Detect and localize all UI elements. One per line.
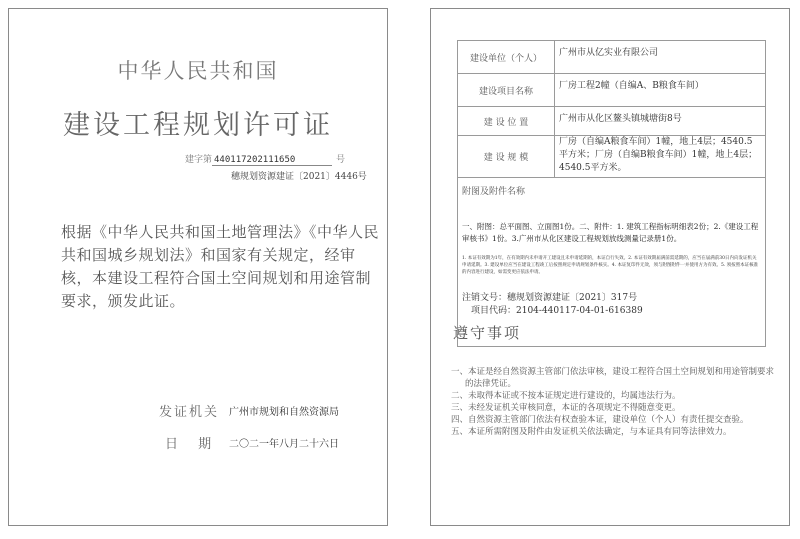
row-label: 建 设 位 置 — [458, 107, 555, 136]
certificate-body-text: 根据《中华人民共和国土地管理法》《中华人民共和国城乡规划法》和国家有关规定，经审核，本建设工程符合国土空间规划和用途管制要求，颁发此证。 — [61, 223, 380, 310]
list-item: 四、自然资源主管部门依法有权查验本证，建设单位（个人）有责任提交查验。 — [451, 415, 749, 425]
date-label: 日 期 — [165, 437, 220, 452]
document-reference: 穗规划资源建证〔2021〕4446号 — [231, 172, 367, 182]
project-name-value: 厂房工程2幢（自编A、B粮食车间） — [559, 81, 704, 91]
cancellation-doc-number: 注销文号：穗规划资源建证〔2021〕317号 — [462, 293, 638, 303]
list-item: 五、本证所需附图及附件由发证机关依法确定，与本证具有同等法律效力。 — [451, 427, 732, 437]
country-title: 中华人民共和国 — [117, 59, 279, 83]
list-item: 三、未经发证机关审核同意，本证的各项规定不得随意变更。 — [451, 403, 681, 413]
issuer-value: 广州市规划和自然资源局 — [229, 407, 339, 418]
certificate-number-row — [185, 152, 345, 166]
issuer-label: 发证机关 — [159, 405, 220, 420]
fine-print-notes: 1. 本证有效期为1年，在有效期内未申请开工建设且未申请延期的，本证自行失效。2. 本证有效期届满前需延期的，应当在届满前30日内向发证机关申请延期。3. 建设单位应当在建设工程竣工后按照规定申请规划条件核实。4. 本证复印件无效，须与附图附件一并使用方为有效。5. 须按照本证核准的内容进行建设，如需变更应依法申请。 — [462, 256, 759, 275]
attachments-text: 一、附图：总平面图、立面图1份。二、附件：1. 建筑工程指标明细表2份；2.《建设工程审核书》1份。3.广州市从化区建设工程规划放线测量记录册1份。 — [462, 222, 759, 243]
row-value — [555, 107, 766, 136]
number-prefix: 建字第 — [185, 155, 213, 165]
project-info-table — [457, 40, 766, 347]
table-row — [458, 41, 766, 74]
list-item: 二、未取得本证或不按本证规定进行建设的，均属违法行为。 — [451, 391, 681, 401]
builder-value: 广州市从亿实业有限公司 — [559, 48, 659, 58]
row-label: 建设单位（个人） — [458, 41, 555, 74]
issue-date: 二〇二一年八月二十六日 — [229, 439, 339, 450]
table-row — [458, 107, 766, 136]
row-label: 建 设 规 模 — [458, 136, 555, 178]
table-row — [458, 74, 766, 107]
certificate-title: 建设工程规划许可证 — [63, 110, 333, 141]
location-value: 广州市从化区鳌头镇城塘街8号 — [559, 114, 682, 124]
notice-list — [451, 366, 781, 438]
number-suffix: 号 — [336, 155, 346, 165]
notice-title: 遵守事项 — [453, 324, 522, 342]
attachments-label: 附图及附件名称 — [462, 187, 526, 197]
row-value — [555, 41, 766, 74]
certificate-detail-page — [430, 8, 790, 526]
project-code: 项目代码：2104-440117-04-01-616389 — [471, 306, 643, 316]
row-value — [555, 74, 766, 107]
certificate-number: 440117202111650 — [212, 155, 332, 166]
table-row — [458, 136, 766, 178]
scale-value: 厂房（自编A粮食车间）1幢，地上4层；4540.5平方米；厂房（自编B粮食车间）1幢，地上4层；4540.5平方米。 — [559, 137, 758, 173]
certificate-front-page — [8, 8, 388, 526]
row-label: 建设项目名称 — [458, 74, 555, 107]
list-item: 一、本证是经自然资源主管部门依法审核，建设工程符合国土空间规划和用途管制要求的法律凭证。 — [451, 367, 775, 389]
row-value — [555, 136, 766, 178]
